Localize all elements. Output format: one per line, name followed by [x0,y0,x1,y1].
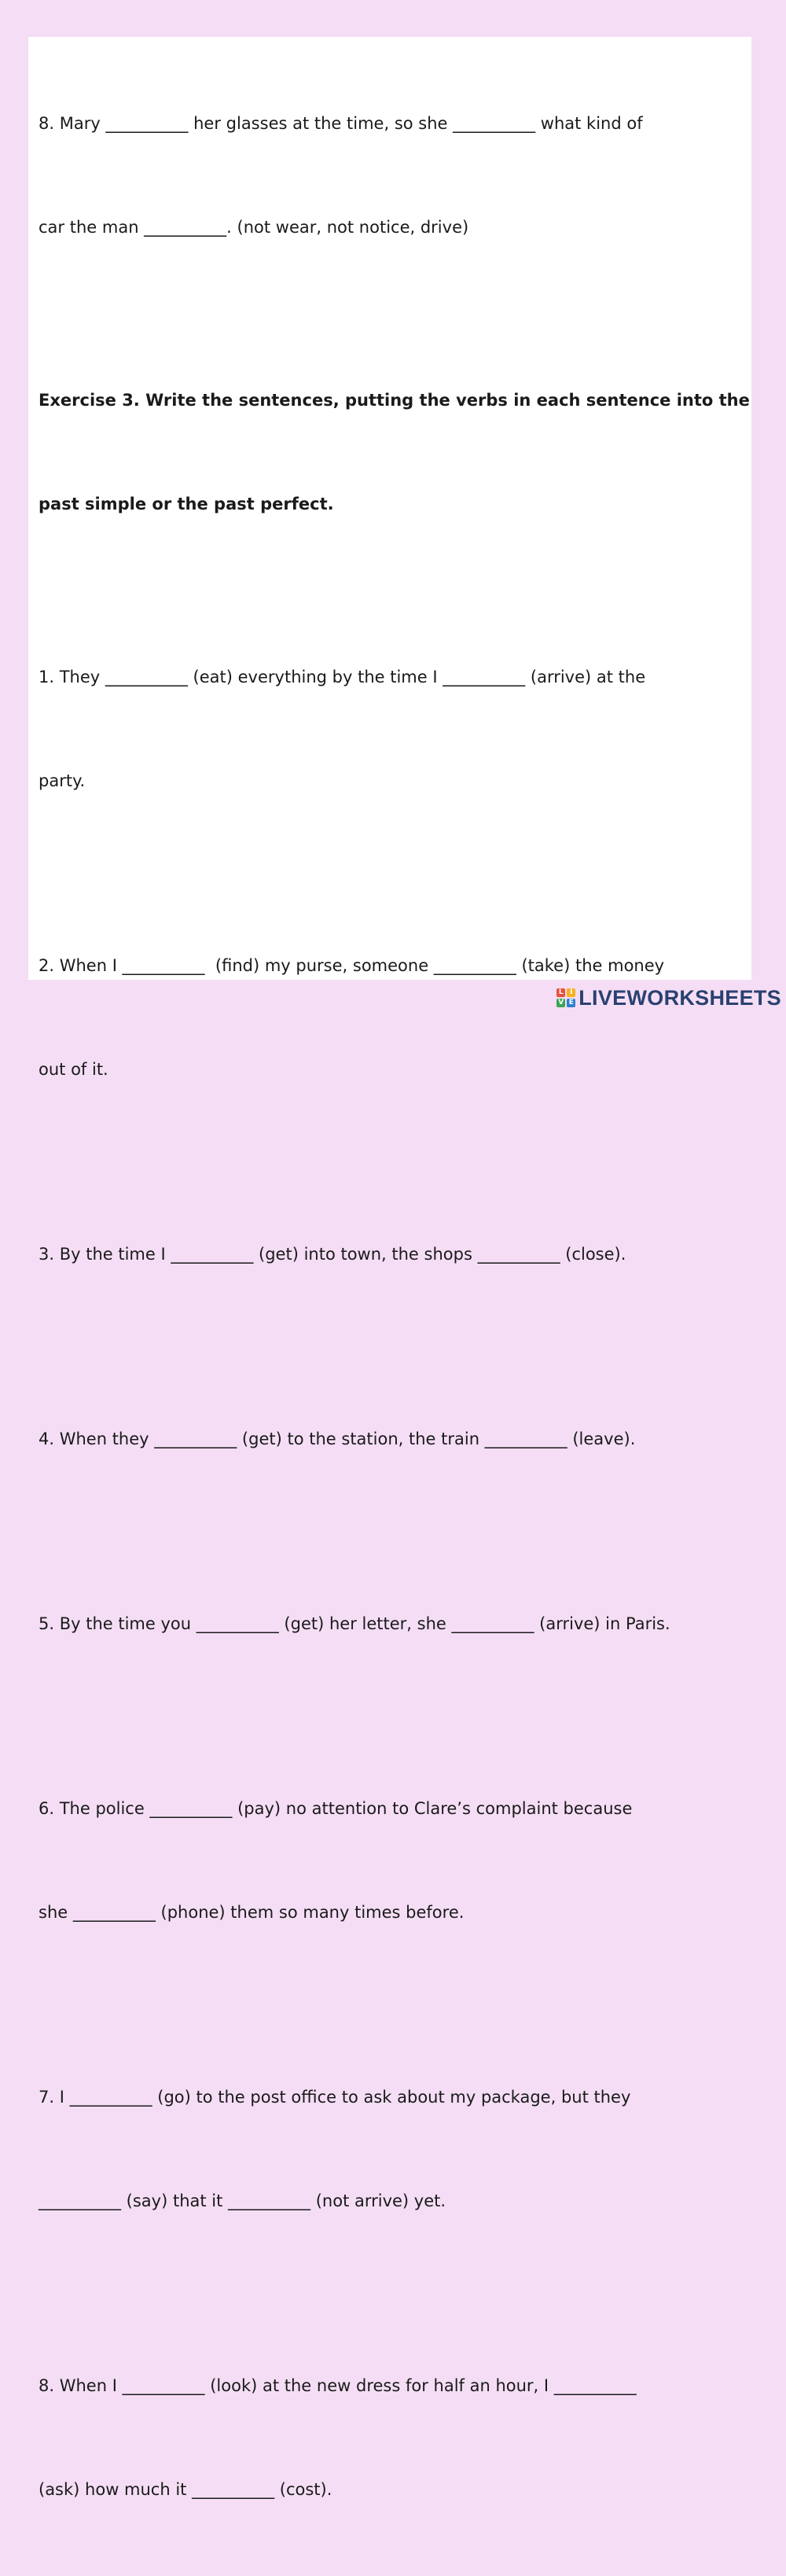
liveworksheets-logo[interactable] [556,985,781,1010]
exercise-item-1 [39,591,746,867]
logo-mark-cell: L [556,988,565,997]
text-line: 8. Mary __________ her glasses at the time, so she __________ what kind of [39,114,643,133]
text-line: 8. When I __________ (look) at the new dress for half an hour, I __________ [39,2376,637,2395]
text-line: 6. The police __________ (pay) no attention to Clare’s complaint because [39,1799,633,1818]
text-line: party. [39,771,86,790]
exercise-item-8 [39,2299,746,2576]
exercise-item-4 [39,1352,746,1525]
text-line: 7. I __________ (go) to the post office to ask about my package, but they [39,2088,631,2107]
exercise-item-3 [39,1168,746,1341]
text-line: (ask) how much it __________ (cost). [39,2480,332,2499]
logo-mark-cell: V [556,999,565,1007]
logo-text: LIVEWORKSHEETS [578,985,781,1010]
text-line: 2. When I __________ (find) my purse, someone __________ (take) the money [39,956,665,975]
text-line: 3. By the time I __________ (get) into town, the shops __________ (close). [39,1245,626,1264]
text-line: out of it. [39,1060,108,1079]
exercise-item-6 [39,1722,746,1999]
text-line: __________ (say) that it __________ (not arrive) yet. [39,2191,446,2210]
exercise-item-5 [39,1537,746,1710]
exercise-item-2 [39,879,746,1156]
text-line: car the man __________. (not wear, not notice, drive) [39,218,469,237]
worksheet-content [39,37,750,2576]
logo-mark-cell: I [567,988,575,997]
logo-mark-cell: E [567,999,575,1007]
exercise-3-heading [39,314,750,591]
liveworksheets-logo-icon [556,988,575,1007]
heading-line: past simple or the past perfect. [39,495,334,513]
exercise-item-7 [39,2011,746,2287]
text-line: she __________ (phone) them so many times before. [39,1903,465,1922]
continued-item-8 [39,37,746,314]
text-line: 1. They __________ (eat) everything by the time I __________ (arrive) at the [39,668,646,686]
heading-line: Exercise 3. Write the sentences, putting the verbs in each sentence into the [39,391,750,410]
text-line: 5. By the time you __________ (get) her letter, she __________ (arrive) in Paris. [39,1614,670,1633]
text-line: 4. When they __________ (get) to the station, the train __________ (leave). [39,1430,636,1448]
